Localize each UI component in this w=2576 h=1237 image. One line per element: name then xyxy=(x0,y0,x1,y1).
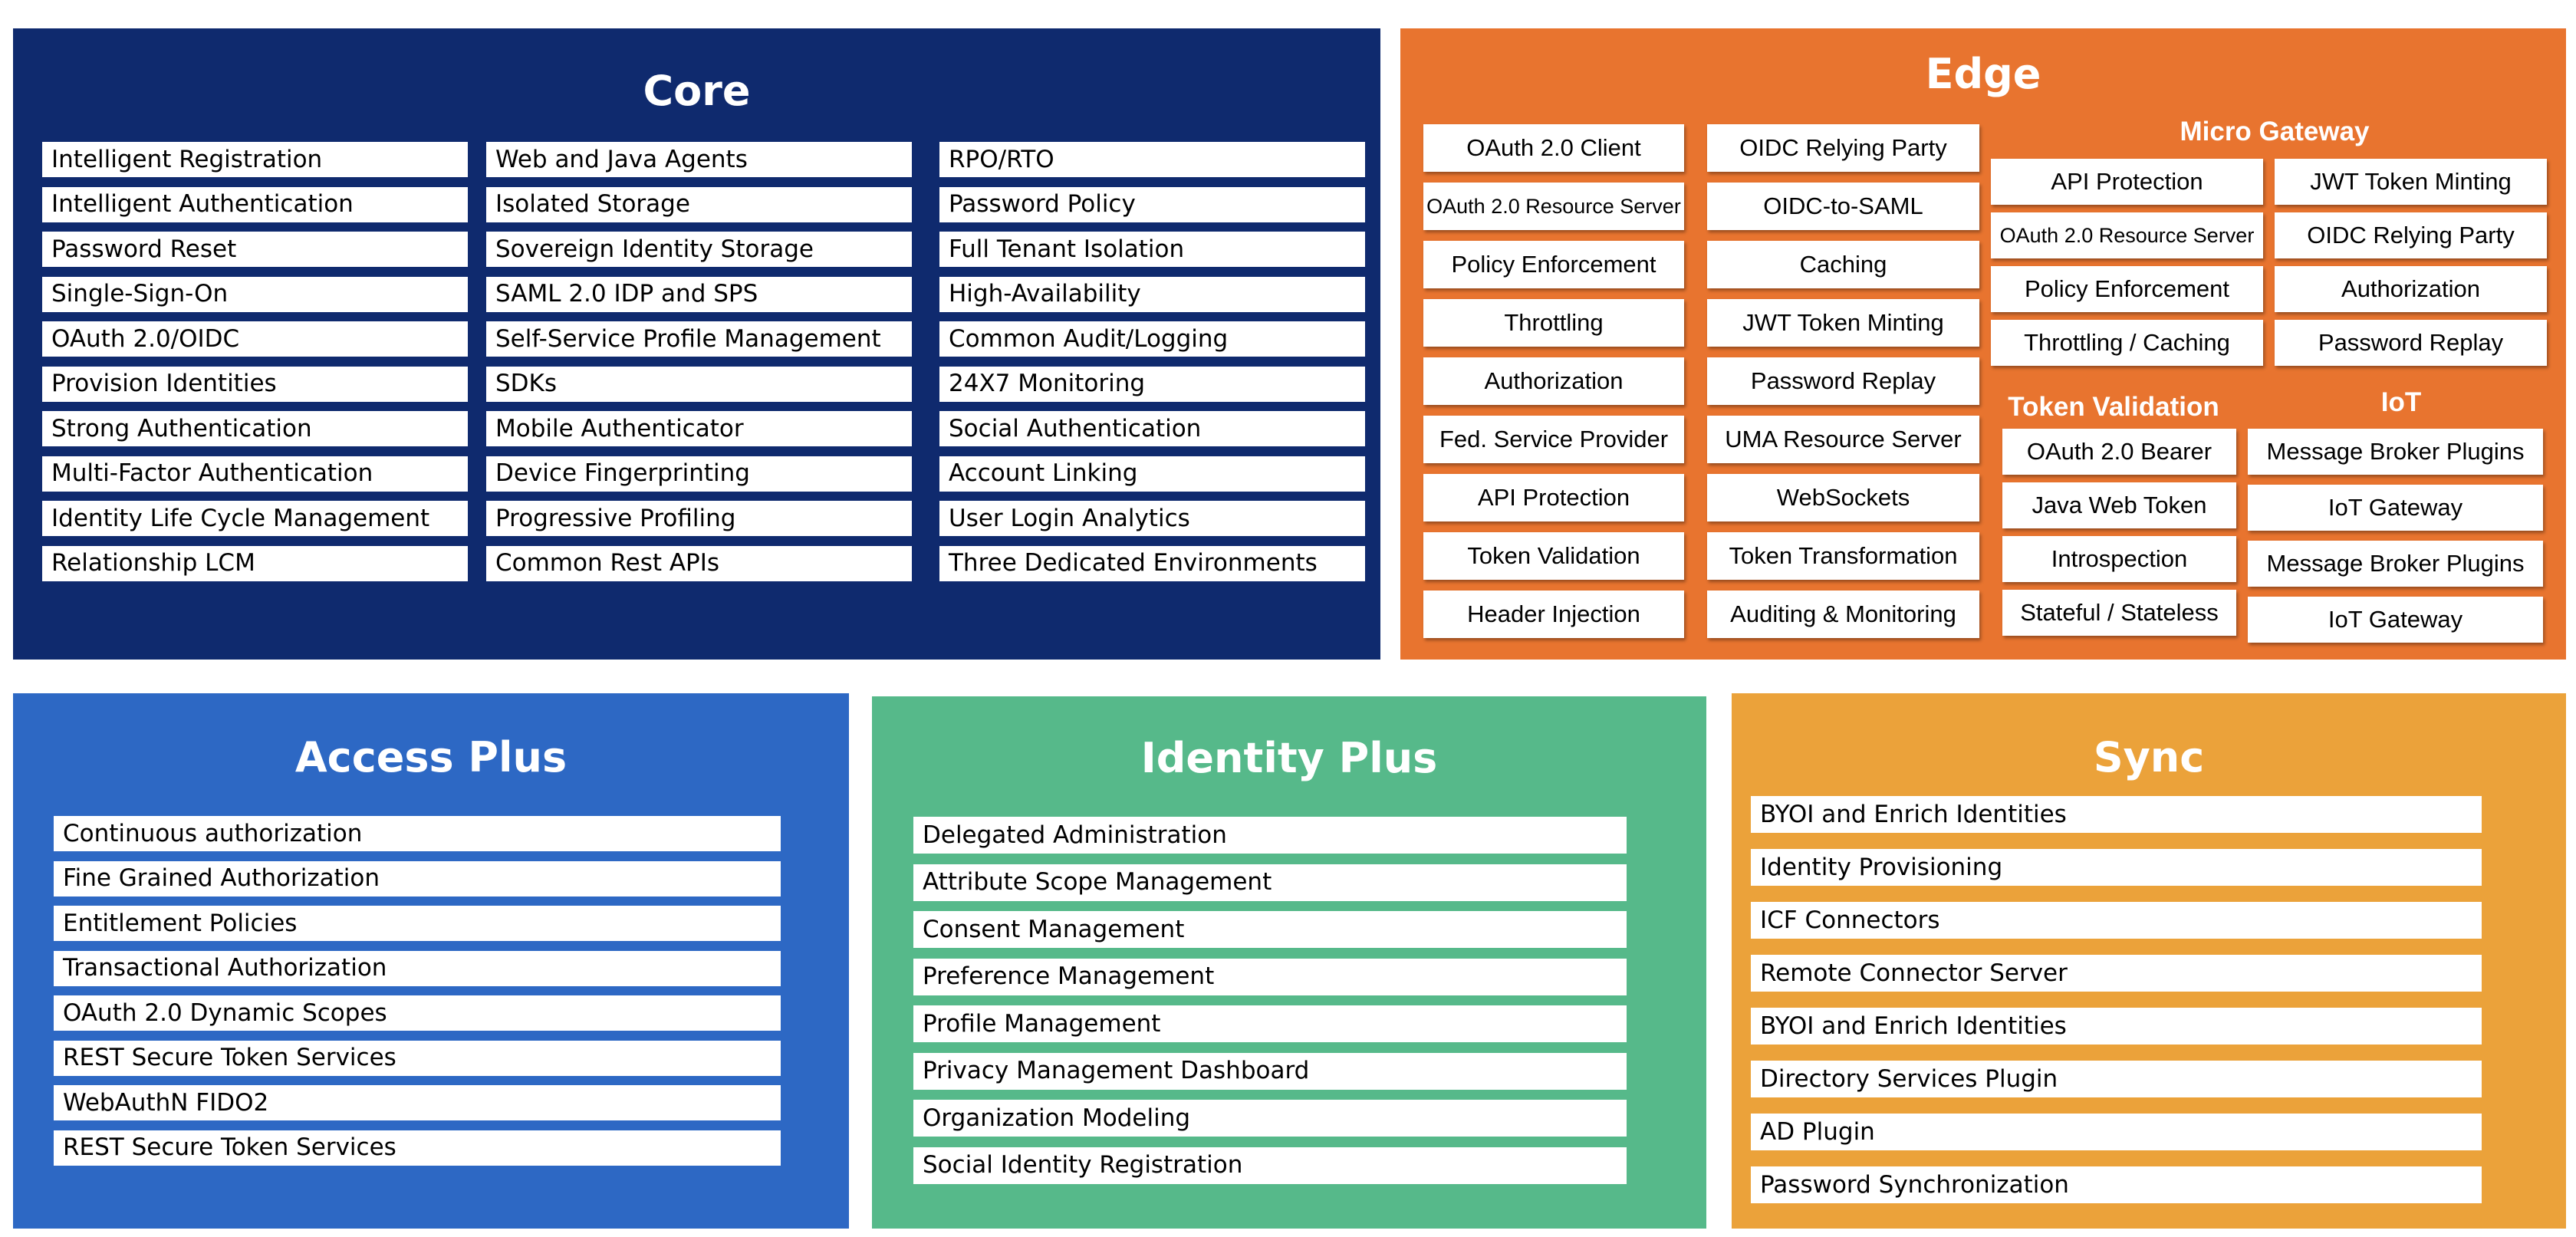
list-item: Message Broker Plugins xyxy=(2248,429,2543,475)
list-item: Three Dedicated Environments xyxy=(939,546,1365,581)
list-item: SDKs xyxy=(486,367,912,402)
list-item: Message Broker Plugins xyxy=(2248,541,2543,587)
list-item: Isolated Storage xyxy=(486,187,912,222)
list-item: ICF Connectors xyxy=(1751,902,2482,939)
list-item: Policy Enforcement xyxy=(1991,266,2263,312)
list-item: Remote Connector Server xyxy=(1751,955,2482,992)
list-item: Throttling xyxy=(1423,299,1684,347)
list-item: Fine Grained Authorization xyxy=(54,861,781,896)
micro-gateway-title: Micro Gateway xyxy=(2180,117,2370,146)
list-item: Attribute Scope Management xyxy=(913,864,1627,901)
list-item: WebAuthN FIDO2 xyxy=(54,1085,781,1120)
list-item: Entitlement Policies xyxy=(54,906,781,941)
list-item: Password Replay xyxy=(1707,357,1979,405)
edge-title: Edge xyxy=(1925,50,2041,98)
list-item: Strong Authentication xyxy=(42,411,468,446)
list-item: OAuth 2.0/OIDC xyxy=(42,321,468,357)
list-item: OAuth 2.0 Resource Server xyxy=(1991,212,2263,258)
list-item: Single-Sign-On xyxy=(42,277,468,312)
list-item: OIDC Relying Party xyxy=(1707,124,1979,172)
list-item: API Protection xyxy=(1423,474,1684,521)
list-item: Authorization xyxy=(2275,266,2547,312)
list-item: High-Availability xyxy=(939,277,1365,312)
list-item: Continuous authorization xyxy=(54,816,781,851)
list-item: Preference Management xyxy=(913,959,1627,995)
list-item: Fed. Service Provider xyxy=(1423,416,1684,463)
list-item: Provision Identities xyxy=(42,367,468,402)
list-item: Stateful / Stateless xyxy=(2002,590,2236,636)
list-item: Privacy Management Dashboard xyxy=(913,1053,1627,1090)
list-item: OAuth 2.0 Resource Server xyxy=(1423,183,1684,230)
list-item: Java Web Token xyxy=(2002,482,2236,528)
list-item: BYOI and Enrich Identities xyxy=(1751,796,2482,833)
list-item: Intelligent Authentication xyxy=(42,187,468,222)
list-item: Directory Services Plugin xyxy=(1751,1061,2482,1097)
list-item: Sovereign Identity Storage xyxy=(486,232,912,267)
list-item: Token Validation xyxy=(1423,532,1684,580)
list-item: Caching xyxy=(1707,241,1979,288)
list-item: Self-Service Profile Management xyxy=(486,321,912,357)
list-item: Authorization xyxy=(1423,357,1684,405)
identity-plus-panel xyxy=(872,696,1706,1229)
list-item: Identity Provisioning xyxy=(1751,849,2482,886)
list-item: BYOI and Enrich Identities xyxy=(1751,1008,2482,1045)
identity-plus-title: Identity Plus xyxy=(1140,734,1438,782)
sync-title: Sync xyxy=(2093,733,2205,781)
list-item: REST Secure Token Services xyxy=(54,1130,781,1166)
list-item: Social Identity Registration xyxy=(913,1147,1627,1184)
list-item: JWT Token Minting xyxy=(1707,299,1979,347)
list-item: Progressive Profiling xyxy=(486,501,912,536)
list-item: OAuth 2.0 Dynamic Scopes xyxy=(54,995,781,1031)
list-item: 24X7 Monitoring xyxy=(939,367,1365,402)
list-item: Common Audit/Logging xyxy=(939,321,1365,357)
list-item: IoT Gateway xyxy=(2248,597,2543,643)
list-item: Web and Java Agents xyxy=(486,142,912,177)
list-item: Full Tenant Isolation xyxy=(939,232,1365,267)
list-item: Organization Modeling xyxy=(913,1100,1627,1137)
list-item: Multi-Factor Authentication xyxy=(42,456,468,492)
list-item: SAML 2.0 IDP and SPS xyxy=(486,277,912,312)
sync-panel xyxy=(1732,693,2566,1229)
list-item: Header Injection xyxy=(1423,591,1684,638)
list-item: Password Reset xyxy=(42,232,468,267)
list-item: Social Authentication xyxy=(939,411,1365,446)
list-item: REST Secure Token Services xyxy=(54,1041,781,1076)
list-item: Device Fingerprinting xyxy=(486,456,912,492)
list-item: Relationship LCM xyxy=(42,546,468,581)
list-item: JWT Token Minting xyxy=(2275,159,2547,205)
edge-panel xyxy=(1400,28,2566,660)
list-item: WebSockets xyxy=(1707,474,1979,521)
list-item: IoT Gateway xyxy=(2248,485,2543,531)
list-item: Transactional Authorization xyxy=(54,951,781,986)
list-item: Policy Enforcement xyxy=(1423,241,1684,288)
list-item: OIDC Relying Party xyxy=(2275,212,2547,258)
list-item: Common Rest APIs xyxy=(486,546,912,581)
list-item: Throttling / Caching xyxy=(1991,320,2263,366)
iot-title: IoT xyxy=(2380,387,2422,417)
token-validation-title: Token Validation xyxy=(2008,392,2219,422)
list-item: API Protection xyxy=(1991,159,2263,205)
list-item: Account Linking xyxy=(939,456,1365,492)
list-item: Auditing & Monitoring xyxy=(1707,591,1979,638)
list-item: Intelligent Registration xyxy=(42,142,468,177)
list-item: Password Policy xyxy=(939,187,1365,222)
list-item: Profile Management xyxy=(913,1005,1627,1042)
access-plus-title: Access Plus xyxy=(294,733,568,781)
list-item: Mobile Authenticator xyxy=(486,411,912,446)
list-item: User Login Analytics xyxy=(939,501,1365,536)
list-item: Identity Life Cycle Management xyxy=(42,501,468,536)
list-item: OIDC-to-SAML xyxy=(1707,183,1979,230)
list-item: AD Plugin xyxy=(1751,1114,2482,1150)
access-plus-panel xyxy=(13,693,849,1229)
list-item: OAuth 2.0 Client xyxy=(1423,124,1684,172)
list-item: Token Transformation xyxy=(1707,532,1979,580)
list-item: OAuth 2.0 Bearer xyxy=(2002,429,2236,475)
list-item: Introspection xyxy=(2002,536,2236,582)
list-item: RPO/RTO xyxy=(939,142,1365,177)
list-item: Delegated Administration xyxy=(913,817,1627,854)
core-panel xyxy=(13,28,1380,660)
list-item: Consent Management xyxy=(913,911,1627,948)
core-title: Core xyxy=(643,67,751,115)
list-item: UMA Resource Server xyxy=(1707,416,1979,463)
list-item: Password Synchronization xyxy=(1751,1166,2482,1203)
list-item: Password Replay xyxy=(2275,320,2547,366)
